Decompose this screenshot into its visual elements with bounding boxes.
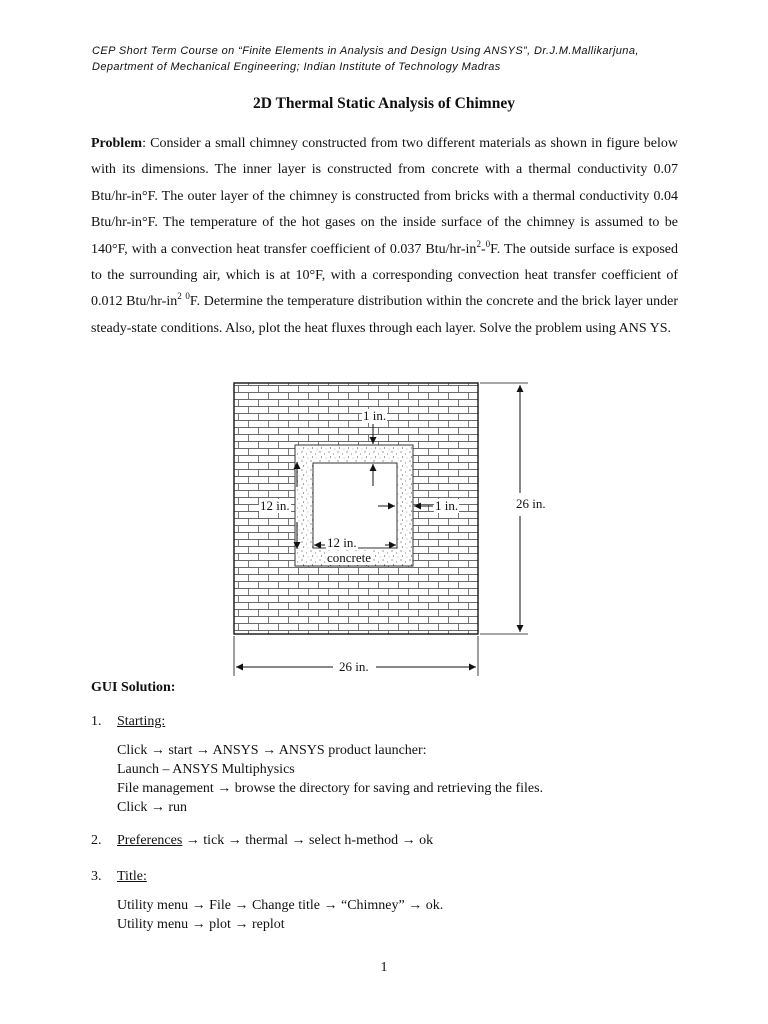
step-line: Launch – ANSYS Multiphysics [117, 762, 295, 777]
gui-solution-heading: GUI Solution: [91, 680, 176, 695]
step-line: File management → browse the directory for saving and retrieving the files. [117, 781, 544, 796]
page-header [92, 43, 712, 75]
problem-paragraph [91, 131, 678, 342]
problem-text-3: F. The outside surface is exposed to the surrounding air, which is at 10°F, with a corresponding convection heat transfer coefficient of 0.012 Btu/hr-in [91, 241, 679, 310]
step-title: Starting: [117, 714, 166, 729]
problem-label: Problem [91, 136, 143, 151]
superscript: 0 [485, 238, 491, 249]
step-line: Utility menu → File → Change title → “Chimney” → ok. [117, 898, 444, 913]
superscript: 2 [476, 238, 481, 249]
step-number: 1. [91, 714, 102, 729]
dim-label-height: 26 in. [516, 496, 546, 511]
step-body [117, 867, 677, 934]
dim-label-inner-width: 12 in. [327, 535, 357, 550]
step-number: 3. [91, 869, 102, 884]
step-lines [117, 896, 677, 934]
problem-text-1: : Consider a small chimney constructed from two different materials as shown in figure below with its dimensions. The inner layer is constructed from concrete with a thermal conductivity 0.07 Btu/hr-in°F. The outer layer of the chimney is constructed from bricks with a thermal conductivity 0.04 Btu/hr-in°F. The temperature of the hot gases on the inside surface of the chimney is assumed to be 140°F, with a convection heat transfer coefficient of 0.037 Btu/hr-in [91, 136, 678, 257]
dim-label-left: 12 in. [260, 498, 290, 513]
step-body [117, 831, 677, 850]
step-line: Utility menu → plot → replot [117, 917, 285, 932]
step-line: Click → run [117, 800, 187, 815]
superscript: 2 [177, 291, 182, 302]
step-lines [117, 741, 677, 817]
chimney-diagram [228, 378, 558, 680]
page-title: 2D Thermal Static Analysis of Chimney [253, 95, 515, 112]
dim-label-top: 1 in. [363, 408, 387, 423]
problem-text-2: - [480, 241, 486, 257]
dim-label-right: 1 in. [435, 498, 459, 513]
dim-label-width: 26 in. [339, 659, 369, 674]
material-label: concrete [327, 550, 372, 565]
step-number: 2. [91, 833, 102, 848]
problem-text-5: F. Determine the temperature distribution within the concrete and the brick layer under steady-state conditions. Also, plot the heat fluxes through each layer. Solve the problem using ANS YS. [91, 294, 678, 336]
page-number: 1 [380, 960, 388, 975]
step-title: Title: [117, 869, 147, 884]
step-rest: → tick → thermal → select h-method → ok [182, 833, 434, 848]
chimney-figure [228, 378, 558, 680]
step-title: Preferences [117, 833, 183, 848]
header-line-2: Department of Mechanical Engineering; Indian Institute of Technology Madras [92, 61, 501, 73]
step-body [117, 712, 677, 817]
header-line-1: CEP Short Term Course on “Finite Elements in Analysis and Design Using ANSYS”, Dr.J.M.Mallikarjuna, [92, 45, 639, 57]
step-line: Click → start → ANSYS → ANSYS product launcher: [117, 743, 427, 758]
superscript: 0 [185, 291, 190, 302]
